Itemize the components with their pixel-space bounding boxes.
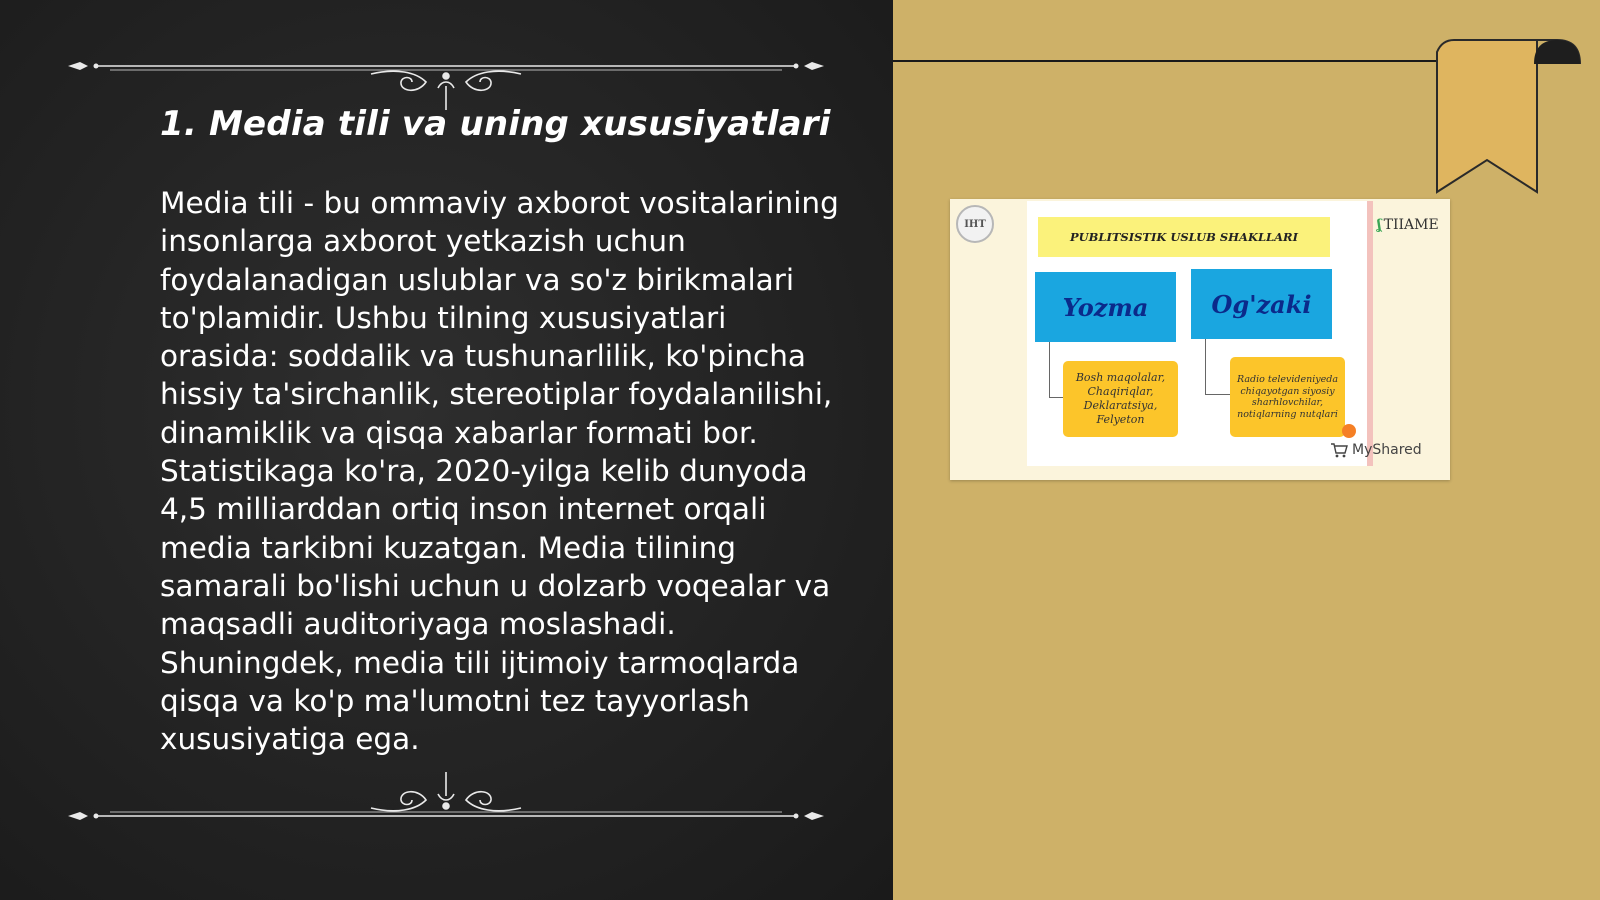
ornamental-divider-bottom bbox=[66, 770, 826, 830]
bookmark-ribbon-icon bbox=[1432, 34, 1582, 200]
category-box-oral: Og'zaki bbox=[1191, 269, 1332, 339]
cart-icon bbox=[1330, 442, 1348, 458]
embedded-slide-thumbnail bbox=[950, 199, 1450, 480]
myshared-watermark bbox=[1330, 442, 1422, 458]
institute-logo-icon bbox=[956, 205, 994, 243]
thumbnail-banner: PUBLITSISTIK USLUB SHAKLLARI bbox=[1038, 217, 1330, 257]
institute-logo-text: IHT bbox=[964, 218, 986, 230]
connector-line-left bbox=[1049, 342, 1064, 398]
slide-title: 1. Media tili va uning xususiyatlari bbox=[160, 104, 831, 144]
category-box-written: Yozma bbox=[1035, 272, 1176, 342]
ornamental-divider-top bbox=[66, 52, 826, 112]
slide-body-text: Media tili - bu ommaviy axborot vositalarining insonlarga axborot yetkazish uchun foydalanadigan uslublar va so'z birikmalari to'plamidir. Ushbu tilning xususiyatlari orasida: soddalik va tushunarlilik, ko'pincha hissiy ta'sirchanlik, stereotiplar foydalanilishi, dinamiklik va qisqa xabarlar formati bor. Statistikaga ko'ra, 2020-yilga kelib dunyoda 4,5 milliarddan ortiq inson internet orqali media tarkibni kuzatgan. Media tilining samarali bo'lishi uchun u dolzarb voqealar va maqsadli auditoriyaga moslashadi. Shuningdek, media tili ijtimoiy tarmoqlarda qisqa va ko'p ma'lumotni tez tayyorlash xususiyatiga ega. bbox=[160, 186, 839, 757]
brand-leaf-icon: ʆ bbox=[1377, 217, 1382, 233]
thumbnail-brand bbox=[1377, 217, 1439, 233]
subcategory-box-written: Bosh maqolalar, Chaqiriqlar, Deklaratsiya, Felyeton bbox=[1063, 361, 1178, 437]
decorative-dot bbox=[1342, 424, 1356, 438]
watermark-label: MyShared bbox=[1352, 442, 1422, 458]
top-rule-line bbox=[893, 60, 1438, 62]
thumbnail-brand-label: TIIAME bbox=[1383, 217, 1439, 233]
subcategory-box-oral: Radio televideniyeda chiqayotgan siyosiy sharhlovchilar, notiqlarning nutqlari bbox=[1230, 357, 1345, 437]
connector-line-right bbox=[1205, 339, 1231, 395]
